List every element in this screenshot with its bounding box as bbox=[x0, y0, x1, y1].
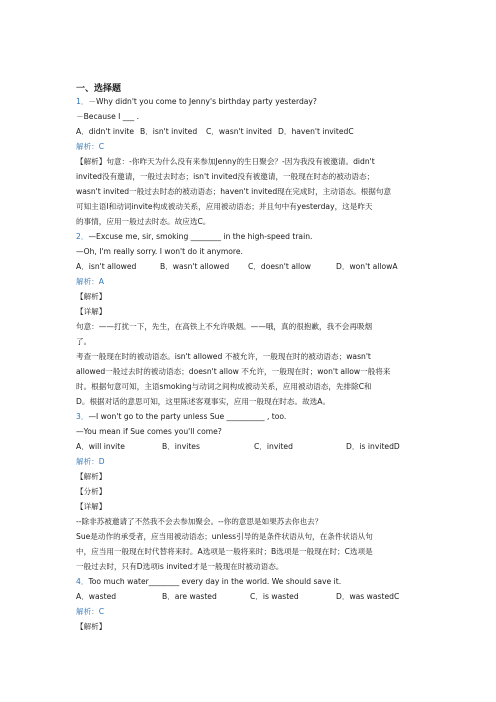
option-c: C．is wasted bbox=[250, 592, 299, 601]
option-b: B．isn't invited bbox=[140, 127, 198, 136]
question-4-answer: 解析：C bbox=[76, 607, 105, 616]
option-b: B．are wasted bbox=[162, 592, 217, 601]
question-1-number: 1． bbox=[76, 97, 89, 106]
question-1-options bbox=[76, 127, 354, 137]
q3-explanation-line: 中，应当用一般现在时代替将来时。A选项是一般将来时；B选项是一般现在时；C选项是 bbox=[76, 547, 373, 556]
question-2-text: —Excuse me, sir, smoking ________ in the high-speed train. bbox=[88, 232, 313, 241]
option-a: A．isn't allowed bbox=[76, 262, 137, 271]
q1-explanation-line: invited没有邀请，一般过去时态；isn't invited没有被邀请，一般现在时态的被动语态； bbox=[76, 172, 375, 181]
option-b: B．invites bbox=[162, 442, 200, 451]
q1-explanation-line: wasn't invited一般过去时态的被动语态；haven't invited现在完成时，主动语态。根据句意 bbox=[76, 187, 392, 196]
q3-explanation-line: --除非苏被邀请了不然我不会去参加聚会。--你的意思是如果苏去你也去？ bbox=[76, 517, 323, 526]
question-2-number: 2． bbox=[76, 232, 89, 241]
q2-explanation-line: 考查一般现在时的被动语态。isn't allowed 不被允许，一般现在时的被动语态；wasn't bbox=[76, 352, 371, 361]
question-3-answer: 解析：D bbox=[76, 457, 105, 466]
option-a: A．didn't invite bbox=[76, 127, 135, 136]
q1-explanation-line: 的事情，应用一般过去时态。故应选C。 bbox=[76, 217, 211, 226]
option-c: C．invited bbox=[254, 442, 293, 451]
q2-explanation-line: 时。根据句意可知，主语smoking与动词之间构成被动关系，应用被动语态，先排除C和 bbox=[76, 382, 372, 391]
question-1-stem bbox=[76, 97, 317, 107]
option-d: D．is invitedD bbox=[346, 442, 400, 451]
q2-explanation-line: allowed一般过去时的被动语态；doesn't allow 不允许，一般现在时；won't allow一般将来 bbox=[76, 367, 391, 376]
q1-explanation-line: 可知主语I和动词invite构成被动关系，应用被动语态；并且句中有yesterday，这是昨天 bbox=[76, 202, 373, 211]
q3-tag-detail: 【详解】 bbox=[76, 502, 107, 511]
question-2-line2: —Oh, I'm really sorry. I won't do it anymore. bbox=[76, 247, 243, 256]
q2-tag-analysis: 【解析】 bbox=[76, 292, 107, 301]
option-d: D．haven't invitedC bbox=[278, 127, 354, 136]
question-2-stem bbox=[76, 232, 312, 242]
option-d: D．won't allowA bbox=[336, 262, 398, 271]
option-c: C．wasn't invited bbox=[206, 127, 273, 136]
question-1-answer: 解析：C bbox=[76, 142, 105, 151]
q3-explanation-line: Sue是动作的承受者，应当用被动语态；unless引导的是条件状语从句，在条件状语从句 bbox=[76, 532, 373, 541]
question-3-line2: —You mean if Sue comes you'll come? bbox=[76, 427, 222, 436]
q2-explanation-line: D。根据对话的意思可知，这里陈述客观事实，应用一般现在时态。故选A。 bbox=[76, 397, 331, 406]
q3-tag-breakdown: 【分析】 bbox=[76, 487, 107, 496]
option-b: B．wasn't allowed bbox=[160, 262, 230, 271]
question-4-number: 4． bbox=[76, 577, 89, 586]
question-1-text: －Why didn't you come to Jenny's birthday party yesterday? bbox=[88, 97, 317, 106]
section-title: 一、选择题 bbox=[76, 84, 122, 94]
option-a: A．will invite bbox=[76, 442, 125, 451]
question-3-options bbox=[76, 442, 400, 452]
q3-explanation-line: 一般过去时，只有D选项is invited才是一般现在时被动语态。 bbox=[76, 562, 284, 571]
question-4-text: Too much water________ every day in the world. We should save it. bbox=[88, 577, 342, 586]
q2-explanation-line: 句意：——打扰一下，先生，在高铁上不允许吸烟。——哦，真的很抱歉，我不会再吸烟 bbox=[76, 322, 373, 331]
question-4-stem bbox=[76, 577, 341, 587]
option-c: C．doesn't allow bbox=[248, 262, 312, 271]
q2-explanation-line: 了。 bbox=[76, 337, 92, 346]
q4-tag-analysis: 【解析】 bbox=[76, 622, 107, 631]
option-a: A．wasted bbox=[76, 592, 117, 601]
q3-tag-analysis: 【解析】 bbox=[76, 472, 107, 481]
question-3-number: 3． bbox=[76, 412, 89, 421]
question-4-options bbox=[76, 592, 399, 602]
q1-explanation-line: 【解析】句意：-你昨天为什么没有来参加Jenny的生日聚会？-因为我没有被邀请。didn't bbox=[76, 157, 375, 166]
option-d: D．was wastedC bbox=[336, 592, 400, 601]
question-3-text: —I won't go to the party unless Sue __________ , too. bbox=[88, 412, 287, 421]
question-2-answer: 解析：A bbox=[76, 277, 104, 286]
question-3-stem bbox=[76, 412, 286, 422]
q2-tag-detail: 【详解】 bbox=[76, 307, 107, 316]
question-2-options bbox=[76, 262, 398, 272]
question-1-line2: －Because I ___ . bbox=[76, 112, 140, 121]
